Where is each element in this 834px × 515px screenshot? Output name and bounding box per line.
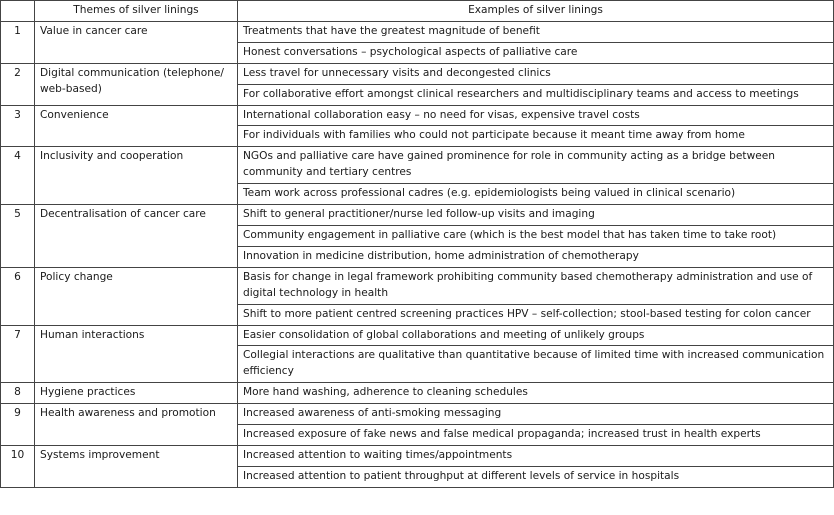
example-cell: NGOs and palliative care have gained prominence for role in community acting as a bridge between community and tertiary centres — [238, 147, 834, 184]
example-cell: Honest conversations – psychological aspects of palliative care — [238, 42, 834, 63]
table-row — [1, 404, 834, 425]
example-cell: Less travel for unnecessary visits and decongested clinics — [238, 63, 834, 84]
theme-cell: Human interactions — [35, 325, 238, 383]
theme-number: 3 — [1, 105, 35, 147]
theme-cell: Decentralisation of cancer care — [35, 205, 238, 268]
header-row — [1, 1, 834, 22]
header-themes: Themes of silver linings — [35, 1, 238, 22]
example-cell: More hand washing, adherence to cleaning schedules — [238, 383, 834, 404]
theme-cell: Health awareness and promotion — [35, 404, 238, 446]
example-cell: Increased exposure of fake news and false medical propaganda; increased trust in health experts — [238, 425, 834, 446]
theme-number: 6 — [1, 267, 35, 325]
example-cell: Treatments that have the greatest magnitude of benefit — [238, 21, 834, 42]
table-row — [1, 383, 834, 404]
theme-cell: Convenience — [35, 105, 238, 147]
example-cell: Innovation in medicine distribution, home administration of chemotherapy — [238, 246, 834, 267]
theme-number: 8 — [1, 383, 35, 404]
table-body — [1, 21, 834, 487]
table-row — [1, 445, 834, 466]
theme-number: 7 — [1, 325, 35, 383]
example-cell: Increased attention to patient throughput at different levels of service in hospitals — [238, 466, 834, 487]
theme-number: 9 — [1, 404, 35, 446]
table-row — [1, 267, 834, 304]
theme-cell: Hygiene practices — [35, 383, 238, 404]
example-cell: Basis for change in legal framework prohibiting community based chemotherapy administration and use of digital technology in health — [238, 267, 834, 304]
table-row — [1, 147, 834, 184]
theme-number: 4 — [1, 147, 35, 205]
example-cell: Collegial interactions are qualitative than quantitative because of limited time with increased communication efficiency — [238, 346, 834, 383]
theme-cell: Systems improvement — [35, 445, 238, 487]
table-row — [1, 205, 834, 226]
header-number — [1, 1, 35, 22]
theme-cell: Policy change — [35, 267, 238, 325]
example-cell: Team work across professional cadres (e.g. epidemiologists being valued in clinical scenario) — [238, 184, 834, 205]
theme-cell: Value in cancer care — [35, 21, 238, 63]
example-cell: Community engagement in palliative care (which is the best model that has taken time to take root) — [238, 225, 834, 246]
header-examples: Examples of silver linings — [238, 1, 834, 22]
example-cell: Shift to more patient centred screening practices HPV – self-collection; stool-based testing for colon cancer — [238, 304, 834, 325]
example-cell: International collaboration easy – no need for visas, expensive travel costs — [238, 105, 834, 126]
theme-cell: Inclusivity and cooperation — [35, 147, 238, 205]
example-cell: Easier consolidation of global collaborations and meeting of unlikely groups — [238, 325, 834, 346]
table-row — [1, 105, 834, 126]
table-row — [1, 325, 834, 346]
table-row — [1, 63, 834, 84]
theme-cell: Digital communication (telephone/ web-based) — [35, 63, 238, 105]
table-row — [1, 21, 834, 42]
theme-number: 10 — [1, 445, 35, 487]
theme-number: 5 — [1, 205, 35, 268]
example-cell: For individuals with families who could not participate because it meant time away from home — [238, 126, 834, 147]
theme-number: 1 — [1, 21, 35, 63]
example-cell: Shift to general practitioner/nurse led follow-up visits and imaging — [238, 205, 834, 226]
example-cell: For collaborative effort amongst clinical researchers and multidisciplinary teams and access to meetings — [238, 84, 834, 105]
theme-number: 2 — [1, 63, 35, 105]
example-cell: Increased awareness of anti-smoking messaging — [238, 404, 834, 425]
example-cell: Increased attention to waiting times/appointments — [238, 445, 834, 466]
